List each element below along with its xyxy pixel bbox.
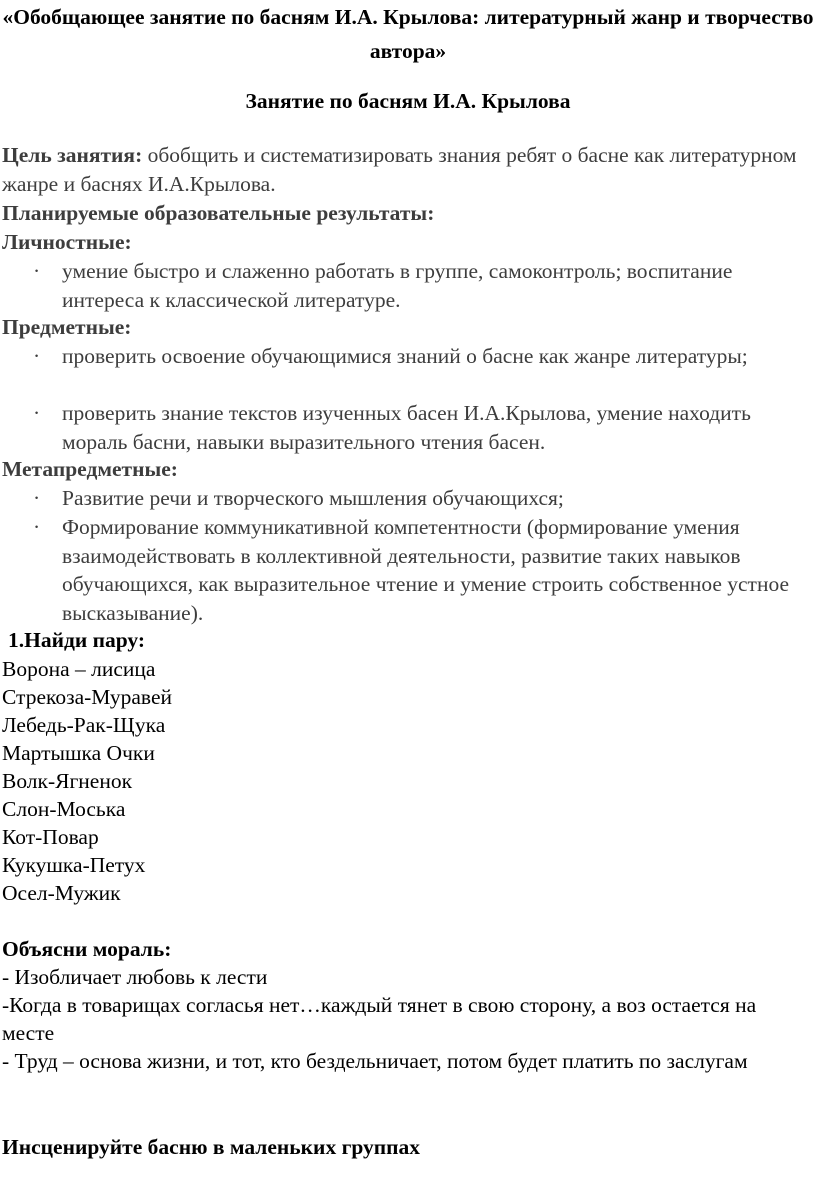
- lesson-goal: [2, 141, 802, 199]
- pair-item: Осел-Мужик: [2, 881, 121, 905]
- bullet-marker: ·: [33, 401, 41, 425]
- pair-item: Ворона – лисица: [2, 657, 156, 681]
- bullet-marker: ·: [33, 486, 41, 510]
- planned-results-heading: Планируемые образовательные результаты:: [2, 201, 435, 225]
- metasubject-heading: Метапредметные:: [2, 457, 178, 481]
- pair-item: Мартышка Очки: [2, 741, 155, 765]
- moral-item: - Изобличает любовь к лести: [2, 965, 268, 989]
- goal-text: обобщить и систематизировать знания ребят о басне как литературном жанре и баснях И.А.Крылова.: [2, 143, 797, 196]
- task2-heading: Объясни мораль:: [2, 937, 172, 961]
- bullet-marker: ·: [33, 515, 41, 539]
- pair-item: Кукушка-Петух: [2, 853, 146, 877]
- moral-item: - Труд – основа жизни, и тот, кто бездельничает, потом будет платить по заслугам: [2, 1049, 748, 1073]
- subject-heading: Предметные:: [2, 315, 132, 339]
- personal-item: умение быстро и слаженно работать в группе, самоконтроль; воспитание интереса к классической литературе.: [62, 259, 733, 312]
- subject-item: проверить знание текстов изученных басен И.А.Крылова, умение находить мораль басни, навыки выразительного чтения басен.: [62, 401, 751, 454]
- bullet-marker: ·: [33, 344, 41, 368]
- pair-item: Кот-Повар: [2, 825, 99, 849]
- pair-item: Лебедь-Рак-Щука: [2, 713, 166, 737]
- document-title: «Обобщающее занятие по басням И.А. Крылова: литературный жанр и творчество автора»: [2, 5, 814, 63]
- metasubject-item: Развитие речи и творческого мышления обучающихся;: [62, 486, 564, 510]
- pair-item: Волк-Ягненок: [2, 769, 133, 793]
- task3-heading: Инсценируйте басню в маленьких группах: [2, 1135, 421, 1159]
- pair-item: Стрекоза-Муравей: [2, 685, 173, 709]
- personal-heading: Личностные:: [2, 230, 132, 254]
- goal-label: Цель занятия:: [2, 143, 143, 167]
- metasubject-item: Формирование коммуникативной компетентности (формирование умения взаимодействовать в коллективной деятельности, развитие таких навыков обучающихся, как выразительное чтение и умение строить собственное устное высказывание).: [62, 515, 790, 625]
- pair-item: Слон-Моська: [2, 797, 126, 821]
- subject-item: проверить освоение обучающимися знаний о басне как жанре литературы;: [62, 344, 748, 368]
- bullet-marker: ·: [33, 259, 41, 283]
- lesson-subtitle: Занятие по басням И.А. Крылова: [245, 89, 571, 113]
- moral-item: -Когда в товарищах согласья нет…каждый тянет в свою сторону, а воз остается на месте: [2, 993, 757, 1045]
- task1-heading: 1.Найди пару:: [8, 628, 146, 652]
